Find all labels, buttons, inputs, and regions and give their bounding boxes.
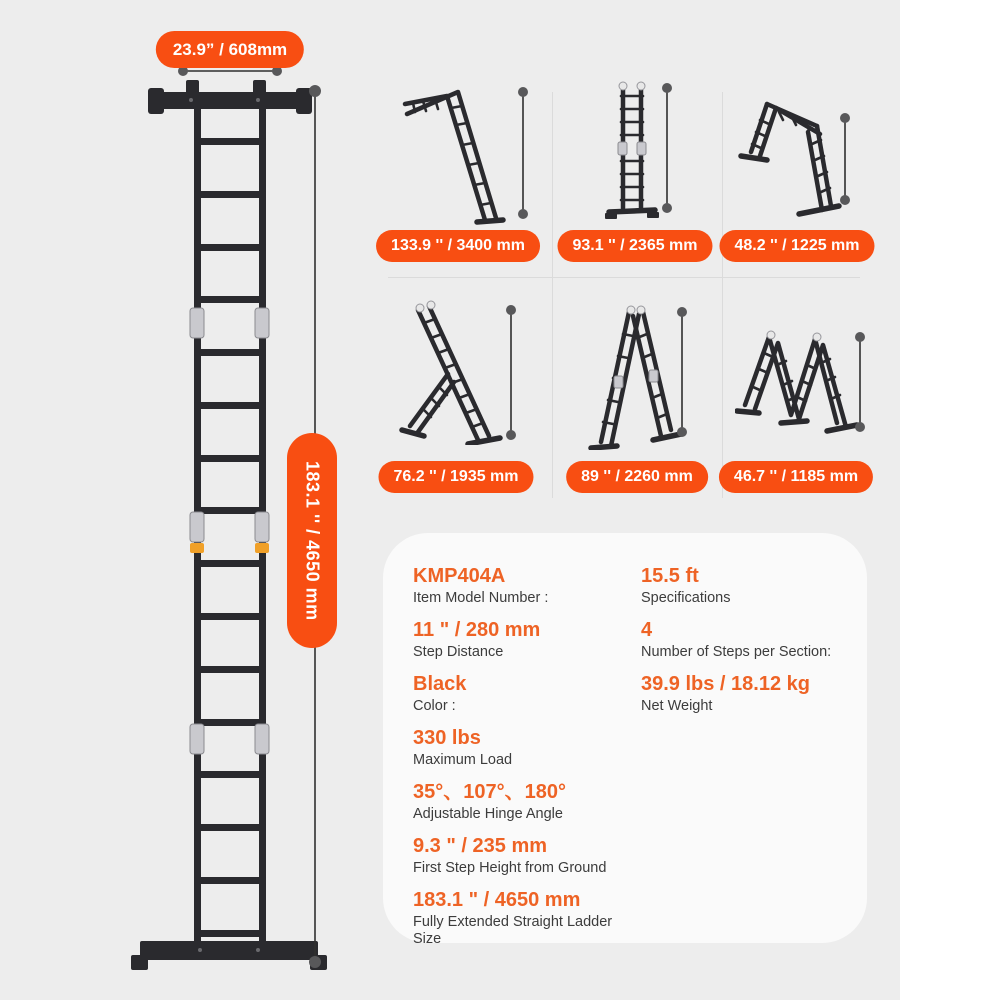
config-straight-vertical-ladder	[575, 76, 695, 226]
spec-label: Specifications	[641, 590, 731, 606]
spec-label: Maximum Load	[413, 752, 513, 768]
spec-column-right	[641, 565, 859, 727]
spec-label: Step Distance	[413, 644, 504, 660]
height-dimension-badge: 183.1 '' / 4650 mm	[287, 433, 337, 648]
config-badge: 133.9 '' / 3400 mm	[376, 230, 540, 262]
spec-item-max-load	[413, 727, 638, 769]
spec-item-model	[413, 565, 638, 607]
config-folded-m-shape-ladder	[735, 325, 870, 440]
spec-value: 35°、107°、180°	[413, 781, 566, 803]
spec-value: 4	[641, 619, 653, 641]
config-badge: 89 '' / 2260 mm	[566, 461, 708, 493]
config-a-frame-step-ladder	[585, 300, 695, 450]
spec-label: First Step Height from Ground	[413, 860, 607, 876]
spec-label: Adjustable Hinge Angle	[413, 806, 563, 822]
spec-value: 183.1 " / 4650 mm	[413, 889, 581, 911]
spec-item-step-distance	[413, 619, 638, 661]
top-stabilizer-bar	[148, 80, 312, 114]
spec-value: KMP404A	[413, 565, 506, 587]
spec-value: 330 lbs	[413, 727, 481, 749]
config-badge: 76.2 '' / 1935 mm	[378, 461, 533, 493]
spec-item-steps-per-section	[641, 619, 859, 661]
grid-divider	[722, 92, 723, 498]
spec-value: 39.9 lbs / 18.12 kg	[641, 673, 810, 695]
bottom-stabilizer-bar	[131, 941, 327, 970]
spec-label: Fully Extended Straight Ladder Size	[413, 914, 613, 947]
config-badge: 46.7 '' / 1185 mm	[719, 461, 873, 493]
spec-value: 11 " / 280 mm	[413, 619, 541, 641]
grid-divider	[388, 277, 860, 278]
spec-label: Net Weight	[641, 698, 713, 714]
config-stairway-step-ladder	[390, 300, 525, 445]
spec-item-specifications	[641, 565, 859, 607]
config-badge: 48.2 '' / 1225 mm	[719, 230, 874, 262]
spec-item-hinge-angle	[413, 781, 638, 823]
spec-label: Item Model Number :	[413, 590, 549, 606]
spec-label: Number of Steps per Section:	[641, 644, 832, 660]
width-dimension-badge: 23.9” / 608mm	[156, 31, 304, 68]
config-leaning-extension-ladder	[385, 78, 555, 228]
spec-value: 9.3 " / 235 mm	[413, 835, 548, 857]
config-badge: 93.1 '' / 2365 mm	[557, 230, 712, 262]
spec-item-color	[413, 673, 638, 715]
spec-value: Black	[413, 673, 467, 695]
spec-item-net-weight	[641, 673, 859, 715]
hinge-locks	[190, 308, 269, 754]
specifications-card	[383, 533, 867, 947]
spec-column-left	[413, 565, 638, 960]
spec-value: 15.5 ft	[641, 565, 699, 587]
spec-item-extended-size	[413, 889, 638, 948]
spec-item-first-step-height	[413, 835, 638, 877]
config-trestle-scaffold-ladder	[737, 88, 857, 218]
spec-label: Color :	[413, 698, 456, 714]
